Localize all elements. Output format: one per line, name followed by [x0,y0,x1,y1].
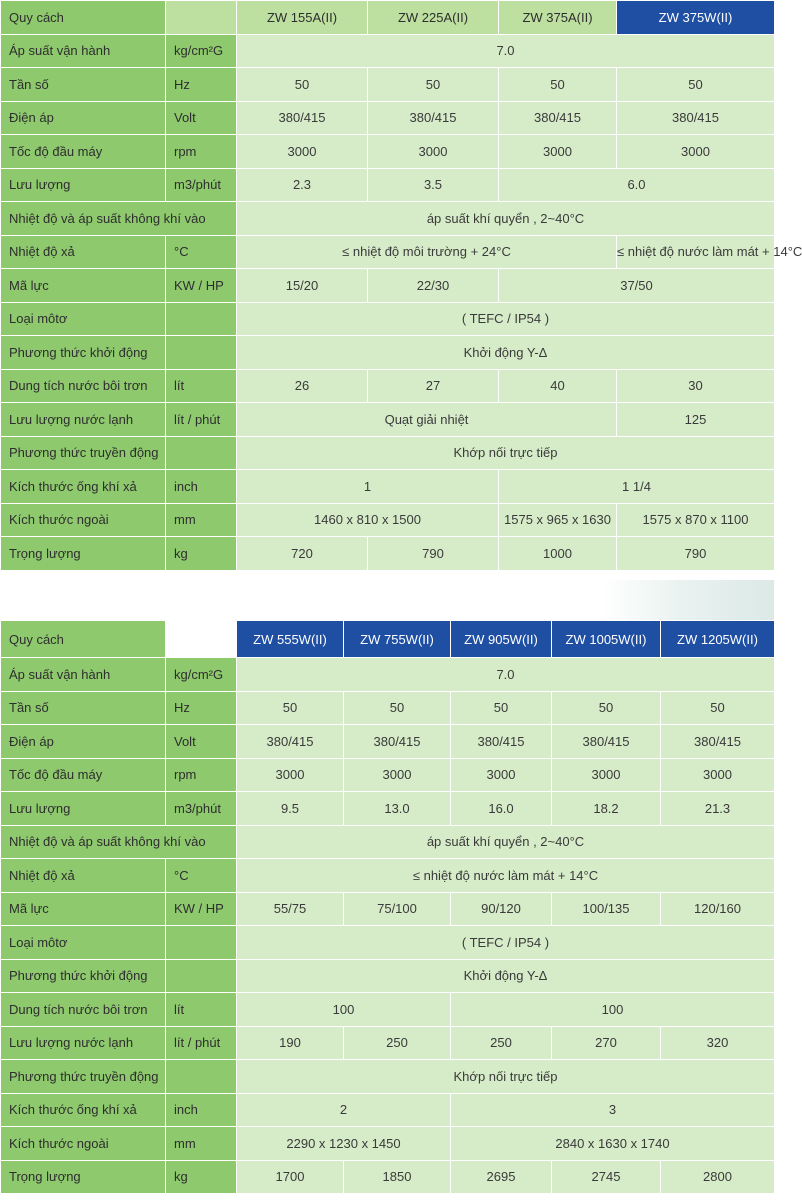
spec-value: 1 [237,470,499,504]
spec-value: ≤ nhiệt độ nước làm mát + 14°C [237,859,775,893]
spec-header-label: Quy cách [1,621,166,658]
spec-value: 380/415 [368,101,499,135]
spec-row [1,1060,775,1094]
spec-value: 50 [552,691,661,725]
model-header: ZW 155A(II) [237,1,368,35]
spec-value: Khởi động Y-Δ [237,959,775,993]
spec-label: Loại môtơ [1,926,166,960]
spec-unit: inch [166,1093,237,1127]
spec-value: 40 [499,369,617,403]
spec-value: 3000 [368,135,499,169]
page-divider-band [0,580,774,620]
spec-value: 3000 [237,135,368,169]
spec-value: 2745 [552,1160,661,1194]
spec-value: 9.5 [237,792,344,826]
spec-unit: Volt [166,725,237,759]
spec-label: Phương thức truyền động [1,1060,166,1094]
spec-row [1,1127,775,1161]
spec-value: 50 [368,68,499,102]
spec-unit [166,336,237,370]
unit-header-cell [166,1,237,35]
spec-value: 3000 [552,758,661,792]
spec-label: Kích thước ống khí xả [1,470,166,504]
spec-row [1,959,775,993]
spec-value: 50 [237,691,344,725]
spec-value: 1700 [237,1160,344,1194]
spec-unit: kg [166,1160,237,1194]
spec-value: 3.5 [368,168,499,202]
spec-value: 380/415 [237,725,344,759]
spec-value: 50 [237,68,368,102]
model-header: ZW 375W(II) [617,1,775,35]
spec-row [1,269,775,303]
spec-value: 2840 x 1630 x 1740 [451,1127,775,1161]
spec-value: 250 [344,1026,451,1060]
spec-row [1,235,775,269]
spec-label: Mã lực [1,269,166,303]
spec-row [1,369,775,403]
spec-value: 55/75 [237,892,344,926]
spec-unit: rpm [166,758,237,792]
spec-label: Kích thước ngoài [1,1127,166,1161]
spec-row [1,68,775,102]
spec-row [1,926,775,960]
model-header: ZW 225A(II) [368,1,499,35]
spec-value: 1 1/4 [499,470,775,504]
spec-label: Nhiệt độ xả [1,859,166,893]
spec-value: 2695 [451,1160,552,1194]
spec-label: Áp suất vận hành [1,658,166,692]
spec-value: Khớp nối trực tiếp [237,1060,775,1094]
spec-label: Phương thức truyền động [1,436,166,470]
spec-value: 100 [237,993,451,1027]
spec-value: 3000 [617,135,775,169]
spec-row [1,993,775,1027]
spec-value: 100 [451,993,775,1027]
spec-value: 7.0 [237,34,775,68]
spec-unit: m3/phút [166,168,237,202]
spec-unit: lít / phút [166,1026,237,1060]
spec-row [1,1160,775,1194]
spec-label: Điện áp [1,725,166,759]
spec-label: Trọng lượng [1,537,166,571]
spec-value: 75/100 [344,892,451,926]
spec-value: 380/415 [617,101,775,135]
spec-value: 380/415 [661,725,775,759]
spec-label: Nhiệt độ xả [1,235,166,269]
spec-unit: Hz [166,68,237,102]
spec-unit: inch [166,470,237,504]
spec-label: Trọng lượng [1,1160,166,1194]
spec-row [1,691,775,725]
spec-label: Nhiệt độ và áp suất không khí vào [1,825,237,859]
spec-value: 3000 [237,758,344,792]
spec-value: 50 [499,68,617,102]
spec-value: 30 [617,369,775,403]
spec-value: 1460 x 810 x 1500 [237,503,499,537]
spec-value: 250 [451,1026,552,1060]
spec-table-w-series [0,620,775,1194]
spec-value: 100/135 [552,892,661,926]
spec-value: 380/415 [451,725,552,759]
spec-row [1,1026,775,1060]
spec-value: 320 [661,1026,775,1060]
spec-label: Kích thước ngoài [1,503,166,537]
spec-unit: lít [166,993,237,1027]
spec-label: Dung tích nước bôi trơn [1,993,166,1027]
spec-value: 13.0 [344,792,451,826]
spec-unit: lít / phút [166,403,237,437]
spec-label: Lưu lượng nước lạnh [1,1026,166,1060]
spec-value: 2.3 [237,168,368,202]
spec-value: 26 [237,369,368,403]
spec-value: 380/415 [552,725,661,759]
spec-table-a-series [0,0,802,571]
spec-value: 3000 [661,758,775,792]
spec-label: Phương thức khởi động [1,959,166,993]
spec-value: 380/415 [344,725,451,759]
spec-unit: °C [166,235,237,269]
spec-value: 7.0 [237,658,775,692]
spec-label: Lưu lượng nước lạnh [1,403,166,437]
spec-unit: kg/cm²G [166,658,237,692]
spec-unit: m3/phút [166,792,237,826]
spec-value: 27 [368,369,499,403]
spec-value: 720 [237,537,368,571]
spec-value: 3000 [451,758,552,792]
spec-row [1,202,775,236]
spec-value: 2290 x 1230 x 1450 [237,1127,451,1161]
spec-value: 21.3 [661,792,775,826]
model-header: ZW 905W(II) [451,621,552,658]
spec-value: 790 [368,537,499,571]
spec-label: Áp suất vận hành [1,34,166,68]
spec-row [1,1093,775,1127]
spec-value: ≤ nhiệt độ môi trường + 24°C [237,235,617,269]
spec-value: 18.2 [552,792,661,826]
spec-value: ( TEFC / IP54 ) [237,302,775,336]
spec-row [1,470,775,504]
spec-value: 125 [617,403,775,437]
spec-unit [166,926,237,960]
spec-label: Lưu lượng [1,792,166,826]
spec-value: Khởi động Y-Δ [237,336,775,370]
spec-unit: mm [166,503,237,537]
spec-value: 50 [661,691,775,725]
spec-value: 90/120 [451,892,552,926]
spec-value: áp suất khí quyển , 2~40°C [237,202,775,236]
spec-row [1,758,775,792]
spec-label: Tốc độ đầu máy [1,758,166,792]
spec-label: Kích thước ống khí xả [1,1093,166,1127]
spec-value: 1575 x 965 x 1630 [499,503,617,537]
spec-value: ( TEFC / IP54 ) [237,926,775,960]
model-header: ZW 555W(II) [237,621,344,658]
spec-row [1,336,775,370]
spec-row [1,503,775,537]
spec-row [1,725,775,759]
spec-row [1,135,775,169]
spec-value: 6.0 [499,168,775,202]
spec-value: 50 [451,691,552,725]
spec-sheet-w-series [0,620,774,1194]
spec-unit: kg/cm²G [166,34,237,68]
spec-value: áp suất khí quyển , 2~40°C [237,825,775,859]
model-header: ZW 755W(II) [344,621,451,658]
spec-value: ≤ nhiệt độ nước làm mát + 14°C [617,235,775,269]
spec-value: 120/160 [661,892,775,926]
spec-row [1,792,775,826]
header-row [1,621,775,658]
spec-value: 380/415 [499,101,617,135]
spec-unit [166,302,237,336]
spec-label: Điện áp [1,101,166,135]
spec-unit [166,1060,237,1094]
spec-label: Tần số [1,691,166,725]
spec-value: Quạt giải nhiệt [237,403,617,437]
spec-value: 50 [617,68,775,102]
spec-value: 2800 [661,1160,775,1194]
spec-value: 790 [617,537,775,571]
spec-value: 1575 x 870 x 1100 [617,503,775,537]
spec-header-label: Quy cách [1,1,166,35]
spec-value: 50 [344,691,451,725]
spec-row [1,34,775,68]
unit-header-cell [166,621,237,658]
spec-label: Phương thức khởi động [1,336,166,370]
spec-value: 3000 [499,135,617,169]
spec-label: Mã lực [1,892,166,926]
spec-value: 3000 [344,758,451,792]
spec-row [1,537,775,571]
model-header: ZW 1005W(II) [552,621,661,658]
spec-unit: mm [166,1127,237,1161]
spec-row [1,302,775,336]
spec-value: 380/415 [237,101,368,135]
spec-unit: KW / HP [166,892,237,926]
spec-value: 190 [237,1026,344,1060]
spec-unit: rpm [166,135,237,169]
spec-value: 1000 [499,537,617,571]
spec-row [1,825,775,859]
spec-unit: lít [166,369,237,403]
spec-unit: Hz [166,691,237,725]
spec-row [1,859,775,893]
spec-row [1,403,775,437]
spec-unit: kg [166,537,237,571]
spec-label: Tốc độ đầu máy [1,135,166,169]
spec-sheet-a-series [0,0,802,571]
spec-value: Khớp nối trực tiếp [237,436,775,470]
spec-row [1,101,775,135]
spec-unit [166,436,237,470]
model-header: ZW 375A(II) [499,1,617,35]
spec-value: 2 [237,1093,451,1127]
spec-unit [166,959,237,993]
model-header: ZW 1205W(II) [661,621,775,658]
spec-row [1,168,775,202]
spec-unit: Volt [166,101,237,135]
spec-unit: KW / HP [166,269,237,303]
spec-value: 37/50 [499,269,775,303]
spec-label: Nhiệt độ và áp suất không khí vào [1,202,237,236]
spec-label: Lưu lượng [1,168,166,202]
spec-value: 16.0 [451,792,552,826]
spec-row [1,658,775,692]
spec-label: Dung tích nước bôi trơn [1,369,166,403]
spec-unit: °C [166,859,237,893]
header-row [1,1,775,35]
spec-label: Loại môtơ [1,302,166,336]
spec-row [1,436,775,470]
spec-value: 22/30 [368,269,499,303]
spec-label: Tần số [1,68,166,102]
spec-value: 1850 [344,1160,451,1194]
spec-value: 270 [552,1026,661,1060]
spec-value: 15/20 [237,269,368,303]
spec-value: 3 [451,1093,775,1127]
spec-row [1,892,775,926]
